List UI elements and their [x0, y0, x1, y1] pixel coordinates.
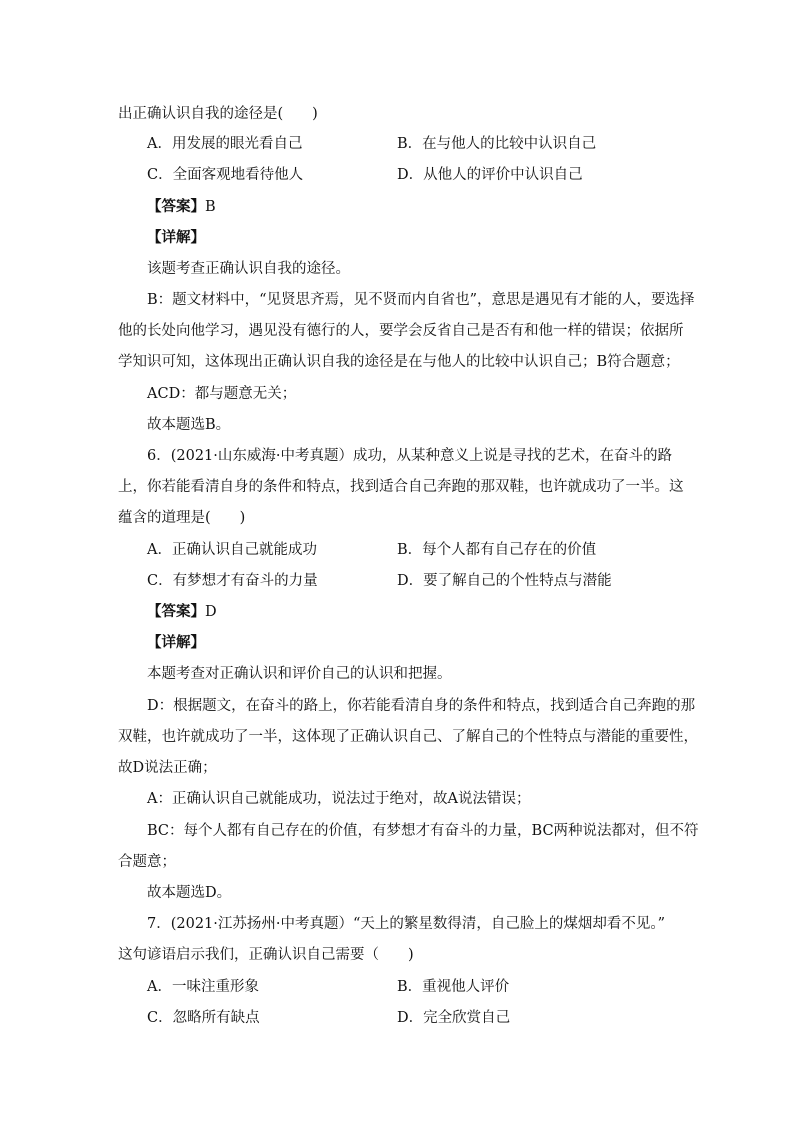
- q5-answer-value: B: [205, 199, 216, 215]
- q6-explain-line: 故本题选D。: [147, 885, 232, 901]
- q7-option-d: D．完全欣赏自己: [397, 1010, 511, 1026]
- q7-option-b: B．重视他人评价: [397, 979, 510, 995]
- q6-option-d: D．要了解自己的个性特点与潜能: [397, 573, 612, 589]
- q5-explain-line: 学知识可知，这体现出正确认识自我的途径是在与他人的比较中认识自己；B符合题意；: [118, 354, 680, 370]
- q6-answer: [147, 602, 217, 622]
- q5-explain-line: 他的长处向他学习，遇见没有德行的人，要学会反省自己是否有和他一样的错误；依据所: [118, 323, 684, 339]
- q6-stem-line: 6．(2021·山东威海·中考真题）成功，从某种意义上说是寻找的艺术，在奋斗的路: [147, 448, 672, 464]
- q6-stem-line: 蕴含的道理是( ): [118, 510, 246, 526]
- q6-explain-line: 本题考查对正确认识和评价自己的认识和把握。: [147, 666, 452, 682]
- q5-answer: [147, 197, 216, 217]
- q6-explain-line: 故D说法正确；: [118, 760, 217, 776]
- q5-answer-label: 【答案】: [147, 198, 205, 215]
- q7-option-c: C．忽略所有缺点: [147, 1010, 260, 1026]
- q6-explain-line: 合题意；: [118, 854, 176, 870]
- q6-stem-line: 上，你若能看清自身的条件和特点，找到适合自己奔跑的那双鞋，也许就成功了一半。这: [118, 479, 684, 495]
- q6-answer-label: 【答案】: [147, 603, 205, 620]
- q6-option-a: A．正确认识自己就能成功: [147, 542, 317, 558]
- q6-explain-line: 双鞋，也许就成功了一半，这体现了正确认识自己、了解自己的个性特点与潜能的重要性，: [118, 729, 698, 745]
- q5-detail-label: 【详解】: [147, 229, 205, 246]
- q6-option-c: C．有梦想才有奋斗的力量: [147, 573, 318, 589]
- q5-option-a: A．用发展的眼光看自己: [147, 136, 303, 152]
- q5-option-b: B．在与他人的比较中认识自己: [397, 136, 597, 152]
- q6-explain-line: D：根据题文，在奋斗的路上，你若能看清自身的条件和特点，找到适合自己奔跑的那: [147, 698, 696, 714]
- q7-stem-line: 这句谚语启示我们，正确认识自己需要（ ): [118, 947, 414, 963]
- q5-option-d: D．从他人的评价中认识自己: [397, 167, 583, 183]
- q7-stem-line: 7．(2021·江苏扬州·中考真题）“天上的繁星数得清，自己脸上的煤烟却看不见。”: [147, 916, 666, 932]
- q6-option-b: B．每个人都有自己存在的价值: [397, 542, 597, 558]
- q5-option-c: C．全面客观地看待他人: [147, 167, 304, 183]
- q6-explain-line: A：正确认识自己就能成功，说法过于绝对，故A说法错误；: [147, 791, 531, 807]
- q7-option-a: A．一味注重形象: [147, 979, 259, 995]
- q5-stem-tail: 出正确认识自我的途径是( ): [118, 106, 318, 122]
- q6-detail-label: 【详解】: [147, 634, 205, 651]
- q5-explain-line: B：题文材料中，“见贤思齐焉，见不贤而内自省也”，意思是遇见有才能的人，要选择: [147, 292, 695, 308]
- q6-answer-value: D: [205, 604, 217, 620]
- q6-explain-line: BC：每个人都有自己存在的价值，有梦想才有奋斗的力量，BC两种说法都对，但不符: [147, 823, 699, 839]
- q5-explain-line: ACD：都与题意无关；: [147, 386, 297, 402]
- q5-explain-line: 故本题选B。: [147, 417, 231, 433]
- q5-explain-line: 该题考查正确认识自我的途径。: [147, 261, 350, 277]
